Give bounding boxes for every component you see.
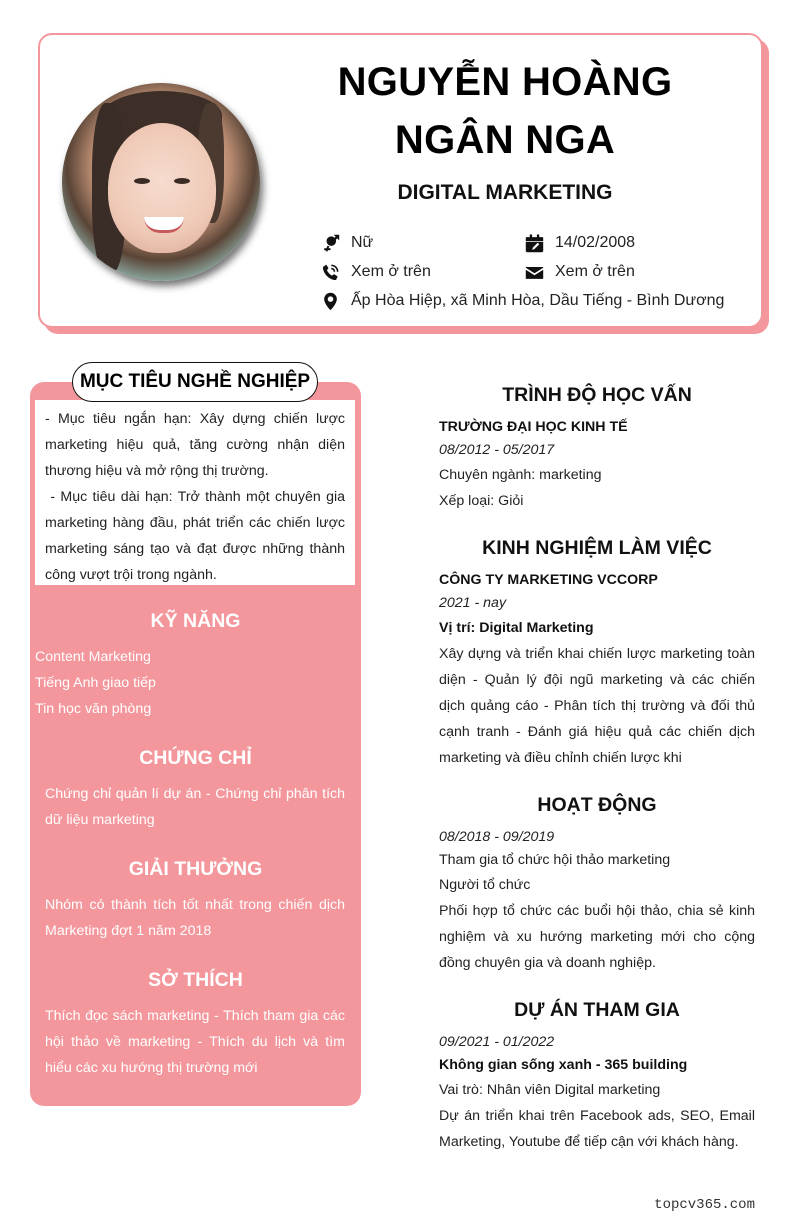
phone-icon [320, 262, 340, 282]
certificates-title: CHỨNG CHỈ [139, 747, 252, 769]
name-block [320, 53, 690, 205]
calendar-icon [524, 233, 544, 253]
education-title: TRÌNH ĐỘ HỌC VẤN [502, 384, 692, 406]
gender-icon [320, 233, 340, 253]
hobbies-title: SỞ THÍCH [148, 969, 243, 991]
objective-title: MỤC TIÊU NGHỀ NGHIỆP [72, 362, 318, 402]
awards-text: Nhóm có thành tích tốt nhất trong chiến dịch Marketing đợt 1 năm 2018 [45, 897, 345, 939]
hobbies-text: Thích đọc sách marketing - Thích tham gia các hội thảo về marketing - Thích du lịch và tìm hiểu các xu hướng thị trường mới [45, 1008, 345, 1076]
watermark: topcv365.com [654, 1197, 755, 1213]
experience-period: 2021 - nay [439, 595, 507, 611]
experience-title: KINH NGHIỆM LÀM VIỆC [482, 537, 712, 559]
job-title: DIGITAL MARKETING [397, 181, 613, 204]
activities-description: Phối hợp tổ chức các buổi hội thảo, chia sẻ kinh nghiệm và xu hướng marketing mới cho cộng đồng chuyên gia và doanh nghiệp. [439, 903, 755, 971]
objective-body [35, 400, 355, 585]
experience-position: Vị trí: Digital Marketing [439, 620, 594, 636]
projects-description: Dự án triển khai trên Facebook ads, SEO, Email Marketing, Youtube để tiếp cận với khách hàng. [439, 1108, 755, 1150]
activities-name: Tham gia tổ chức hội thảo marketing [439, 852, 671, 868]
skill-item: Tin học văn phòng [35, 701, 152, 717]
birthday-row [524, 232, 635, 254]
education-period: 08/2012 - 05/2017 [439, 442, 555, 458]
projects-period: 09/2021 - 01/2022 [439, 1034, 555, 1050]
awards-title: GIẢI THƯỞNG [128, 858, 263, 880]
gender-value: Nữ [351, 234, 374, 251]
phone-row [320, 261, 431, 283]
avatar [62, 83, 260, 281]
objective-long-term: - Mục tiêu dài hạn: Trở thành một chuyên gia marketing hàng đầu, phát triển các chiến lược marketing sáng tạo và đạt được những thành công vượt trội trong ngành. [45, 489, 349, 583]
full-name-line1: NGUYỄN HOÀNG [337, 60, 673, 104]
email-value: Xem ở trên [555, 263, 635, 280]
birthday-value: 14/02/2008 [555, 234, 636, 251]
envelope-icon [524, 262, 544, 282]
skill-item: Content Marketing [35, 649, 151, 665]
skill-item: Tiếng Anh giao tiếp [35, 675, 156, 691]
activities-title: HOẠT ĐỘNG [537, 794, 657, 816]
header-card [38, 33, 763, 328]
education-school: TRƯỜNG ĐẠI HỌC KINH TẾ [439, 419, 628, 435]
skills-title: KỸ NĂNG [150, 610, 241, 632]
gender-row [320, 232, 373, 254]
experience-description: Xây dựng và triển khai chiến lược marketing toàn diện - Quản lý đội ngũ marketing và các chiến dịch quảng cáo - Phân tích thị trường và đối thủ cạnh tranh - Đánh giá hiệu quả các chiến dịch marketing và điều chỉnh chiến lược khi [439, 646, 755, 766]
education-grade: Xếp loại: Giỏi [439, 493, 524, 509]
certificates-text: Chứng chỉ quản lí dự án - Chứng chỉ phân tích dữ liệu marketing [45, 786, 345, 828]
activities-period: 08/2018 - 09/2019 [439, 829, 555, 845]
projects-title: DỰ ÁN THAM GIA [514, 999, 680, 1021]
full-name-line2: NGÂN NGA [394, 118, 616, 162]
projects-name: Không gian sống xanh - 365 building [439, 1057, 688, 1073]
phone-value: Xem ở trên [351, 263, 431, 280]
map-pin-icon [320, 291, 340, 311]
address-value: Ấp Hòa Hiệp, xã Minh Hòa, Dầu Tiếng - Bình Dương [351, 292, 725, 309]
objective-short-term: - Mục tiêu ngắn hạn: Xây dựng chiến lược marketing hiệu quả, tăng cường nhận diện thương hiệu và mở rộng thị trường. [45, 411, 345, 479]
email-row [524, 261, 635, 283]
address-row [320, 290, 724, 312]
education-major: Chuyên ngành: marketing [439, 467, 602, 483]
experience-company: CÔNG TY MARKETING VCCORP [439, 572, 658, 588]
activities-role: Người tổ chức [439, 877, 531, 893]
left-sidebar [30, 382, 361, 1106]
skills-list [35, 644, 156, 722]
projects-role: Vai trò: Nhân viên Digital marketing [439, 1082, 661, 1098]
